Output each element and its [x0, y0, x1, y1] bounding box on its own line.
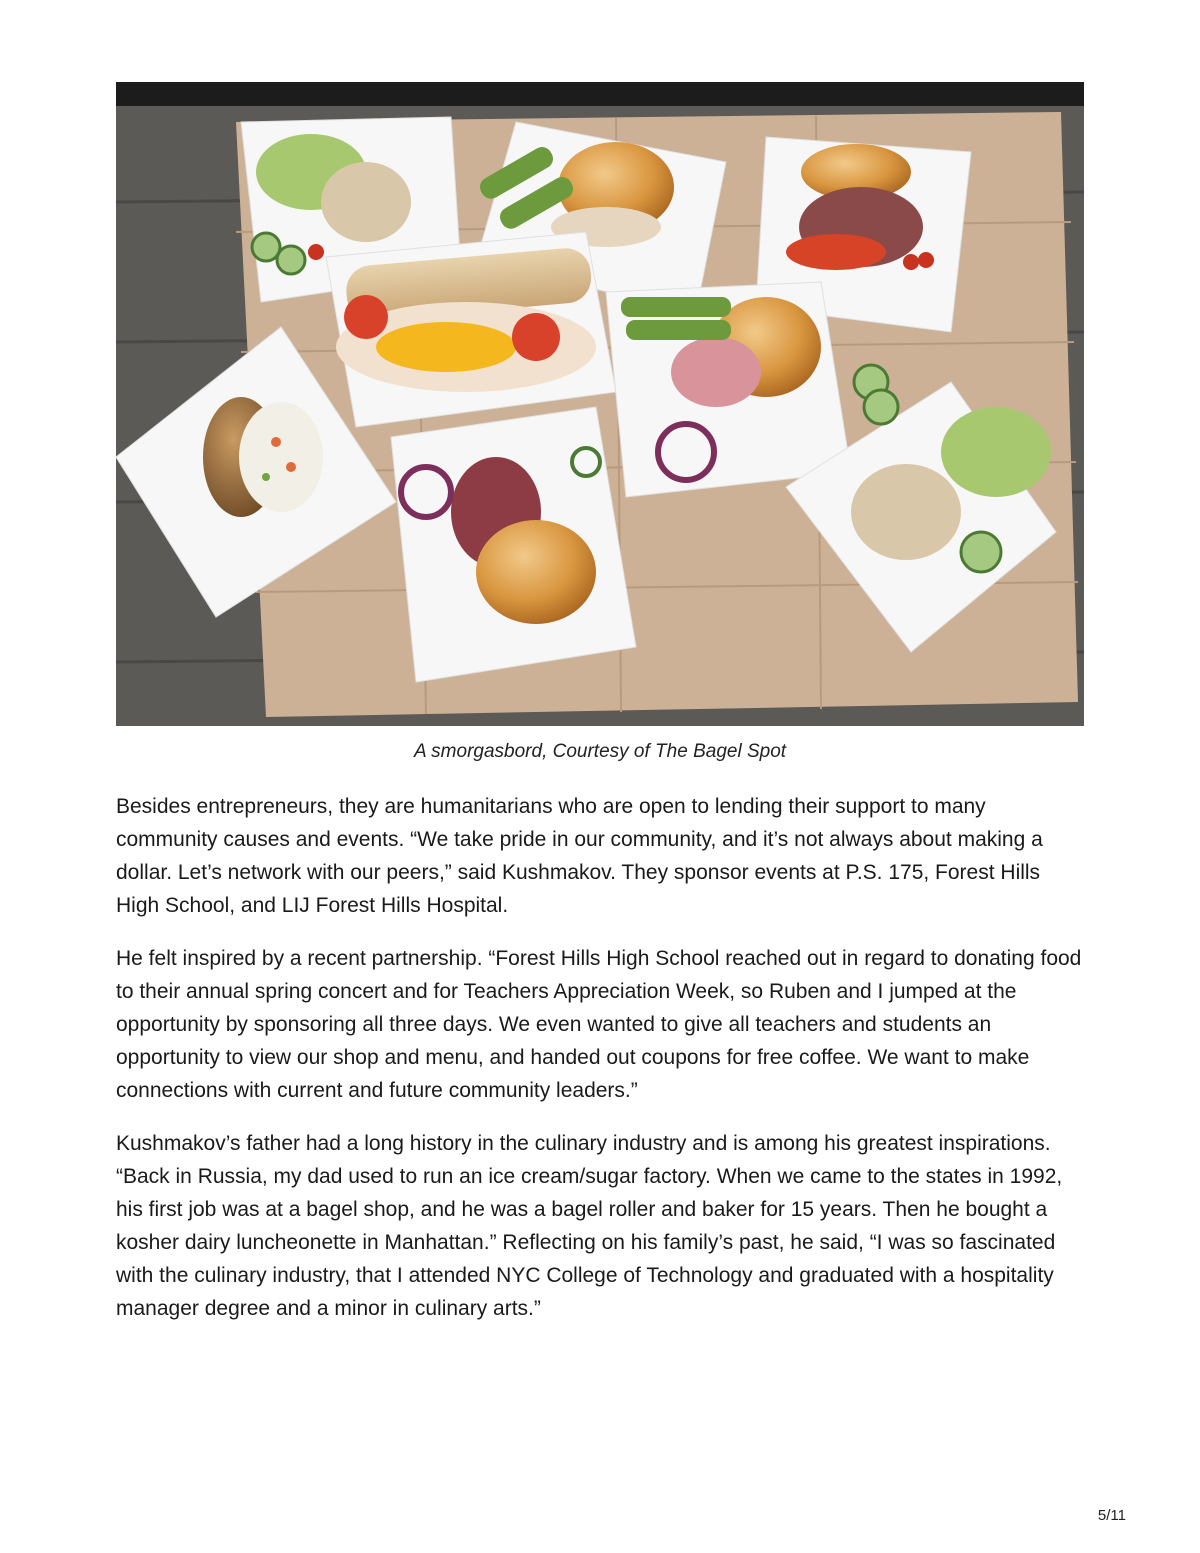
paragraph-father-history: Kushmakov’s father had a long history in the culinary industry and is among his greatest inspirations. “Back in Russia, my dad used to run an ice cream/sugar factory. When we came to the states in 1992, his first job was at a bagel shop, and he was a bagel roller and baker for 15 years. Then he bought a kosher dairy luncheonette in Manhattan.” Reflecting on his family’s past, he said, “I was so fascinated with the culinary industry, that I attended NYC College of Technology and graduated with a hospitality manager degree and a minor in culinary arts.” — [116, 1132, 1063, 1320]
article-body — [116, 790, 1088, 1345]
photo-caption: A smorgasbord, Courtesy of The Bagel Spot — [413, 741, 787, 762]
paragraph-community: Besides entrepreneurs, they are humanitarians who are open to lending their support to many community causes and events. “We take pride in our community, and it’s not always about making a dollar. Let’s network with our peers,” said Kushmakov. They sponsor events at P.S. 175, Forest Hills High School, and LIJ Forest Hills Hospital. — [116, 795, 1043, 917]
food-photo-icon — [116, 82, 1084, 726]
page-number: 5/11 — [1097, 1507, 1126, 1524]
paragraph-partnership: He felt inspired by a recent partnership. “Forest Hills High School reached out in regard to donating food to their annual spring concert and for Teachers Appreciation Week, so Ruben and I jumped at the opportunity by sponsoring all three days. We even wanted to give all teachers and students an opportunity to view our shop and menu, and handed out coupons for free coffee. We want to make connections with current and future community leaders.” — [116, 947, 1082, 1102]
sandwich-platter-photo — [116, 82, 1084, 726]
